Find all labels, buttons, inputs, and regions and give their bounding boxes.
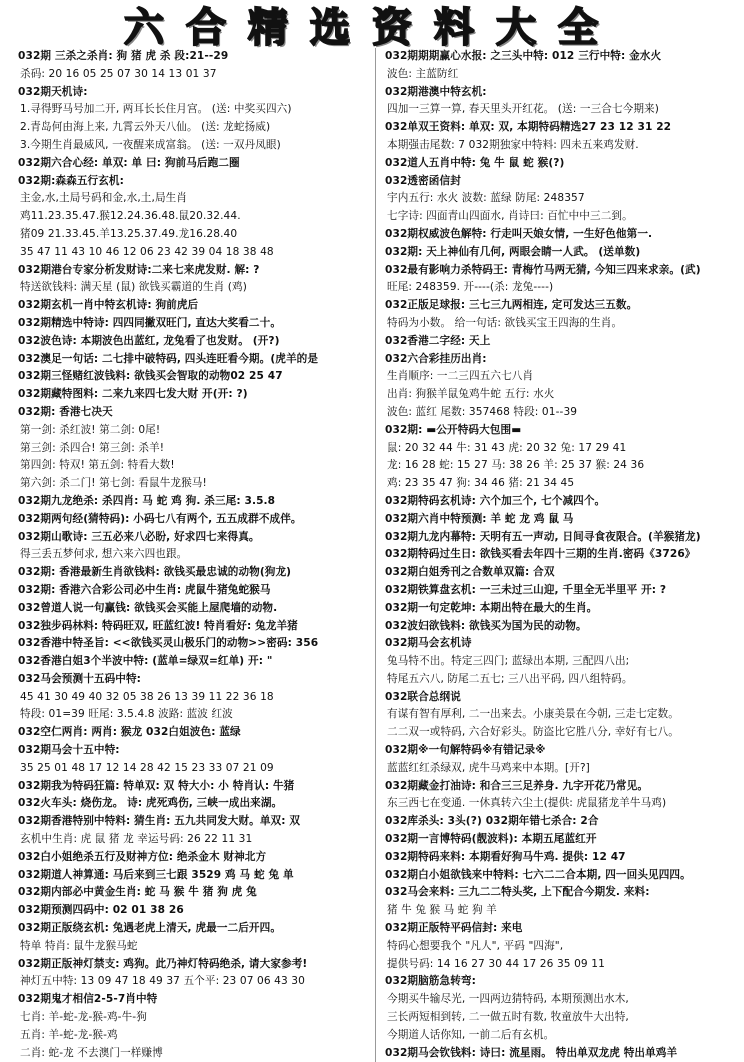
section-text: 提供号码: 14 16 27 30 44 17 26 35 09 11: [387, 957, 605, 970]
section-text: 1.寻得野马号加二开, 两耳长长住月宫。 (送: 中奖买四六): [20, 103, 292, 116]
section-heading: 032期香港特别中特料: 猜生肖: 五九共同发大财。单双: 双: [18, 815, 301, 828]
section-heading: 032香港二字经: 天上: [385, 334, 491, 347]
section-heading: 032期港台专家分析发财诗:二来七来虎发财. 解: ?: [18, 263, 260, 276]
section-text: 得三丢五梦何求, 想六来六四也跟。: [20, 548, 188, 561]
header-bar: [0, 0, 744, 51]
section-heading: 032曾道人说一句赢钱: 欲钱买会买能上屋爬墙的动物.: [18, 601, 278, 614]
section-heading: 032期我为特码狂篇: 特单双: 双 特大小: 小 特肖认: 牛猪: [18, 779, 295, 792]
section-heading: 032白小姐绝杀五行及财神方位: 绝杀金木 财神北方: [18, 850, 267, 863]
section-heading: 032期一言博特码(靓波料): 本期五尾蓝红开: [385, 833, 597, 846]
section-text: 猪 牛 兔 猴 马 蛇 狗 羊: [387, 904, 497, 917]
section-heading: 032期天机诗:: [18, 85, 88, 98]
section-heading: 032期特码来料: 本期看好狗马牛鸡. 提供: 12 47: [385, 850, 626, 863]
section-heading: 032期: 天上神仙有几何, 两眼会睛一人武。 (送单数): [385, 245, 641, 258]
section-heading: 032空仁两肖: 两肖: 猴龙 032白姐波色: 蓝绿: [18, 726, 241, 739]
section-heading: 032期内部必中黄金生肖: 蛇 马 猴 牛 猪 狗 虎 兔: [18, 886, 257, 899]
section-heading: 032期白小姐欲钱来中特料: 七六二二合本期, 四一回头见四四。: [385, 868, 691, 881]
section-text: 五肖: 羊-蛇-龙-猴-鸡: [20, 1028, 118, 1041]
section-heading: 032期: 香港六合彩公司必中生肖: 虎鼠牛猪兔蛇猴马: [18, 583, 271, 596]
section-heading: 032期特码过生日: 欲钱买看去年四十三期的生肖.密码《3726》: [385, 548, 696, 561]
section-heading: 032期山歌诗: 三五必来八必盼, 好求四七来得真。: [18, 530, 260, 543]
section-text: 第四剑: 特双! 第五剑: 特看大数!: [20, 459, 175, 472]
section-text: 有谋有智有厚利, 二一出来去。小康美景在今朝, 三走七定数。: [387, 708, 679, 721]
section-text: 蓝蓝红红杀绿双, 虎牛马鸡来中本期。[开?]: [387, 761, 590, 774]
section-text: 三长两短相到转, 二一做五时有数, 牧童放牛大出特,: [387, 1011, 629, 1024]
section-heading: 032期鬼才相信2-5-7肖中特: [18, 993, 158, 1006]
section-heading: 032单双王资料: 单双: 双, 本期特码精选27 23 12 31 22: [385, 121, 672, 134]
section-text: 今期买牛输尽光, 一四两边猜特码, 本期预测出水木,: [387, 993, 629, 1006]
section-text: 四加一三算一算, 春天里头开红花。 (送: 一三合七今期来): [387, 103, 659, 116]
section-text: 特段: 01=39 旺尾: 3.5.4.8 波路: 蓝波 红波: [20, 708, 233, 721]
section-heading: 032期三怪赌红波钱料: 欲钱买会智取的动物02 25 47: [18, 370, 283, 383]
section-heading: 032期权威波色解特: 行走叫天娘女情, 一生好色他第一.: [385, 227, 653, 240]
section-text: 东三西七在变通. 一休真转六尘土(提供: 虎鼠猪龙羊牛马鸡): [387, 797, 667, 810]
section-heading: 032期: 香港七决天: [18, 405, 113, 418]
section-text: 七字诗: 四面青山四面水, 肖诗曰: 百忙中中三二到。: [387, 210, 633, 223]
section-heading: 032正版足球报: 三七三九两相连, 定可发达三五数。: [385, 299, 638, 312]
section-text: 45 41 30 49 40 32 05 38 26 13 39 11 22 36 18: [20, 690, 274, 703]
section-heading: 032期白姐秀刊之合数单双篇: 合双: [385, 566, 555, 579]
section-text: 特送欲钱料: 满天星 (鼠) 欲钱买霸道的生肖 (鸡): [20, 281, 247, 294]
section-heading: 032期六合心经: 单双: 单 曰: 狗前马后跑二圈: [18, 156, 240, 169]
section-text: 兔马特不出。特定三四门; 蓝绿出本期, 三配四八出;: [387, 655, 630, 668]
section-text: 七肖: 羊-蛇-龙-猴-鸡-牛-狗: [20, 1011, 147, 1024]
section-heading: 032期马会玄机诗: [385, 637, 472, 650]
section-text: 3.今期生肖最威风, 一夜醒来成富翁。 (送: 一双丹凤眼): [20, 138, 281, 151]
section-heading: 032波妇欲钱料: 欲钱买为国为民的动物。: [385, 619, 587, 632]
section-heading: 032期※一句解特码※有错记录※: [385, 744, 546, 757]
section-text: 杀码: 20 16 05 25 07 30 14 13 01 37: [20, 67, 217, 80]
section-heading: 032期道人神算通: 马后来到三七跟 3529 鸡 马 蛇 兔 单: [18, 868, 294, 881]
section-heading: 032澳足一句话: 二七排中破特码, 四头连旺看今期。(虎羊的是: [18, 352, 319, 365]
section-heading: 032期玄机一肖中特玄机诗: 狗前虎后: [18, 299, 199, 312]
section-heading: 032期六肖中特预测: 羊 蛇 龙 鸡 鼠 马: [385, 512, 574, 525]
section-heading: 032最有影响力杀特码王: 青梅竹马两无猜, 今知三四来求亲。(武): [385, 263, 701, 276]
section-heading: 032期马会钦钱料: 诗曰: 流星雨。 特出单双龙虎 特出单鸡羊: [385, 1046, 678, 1059]
section-heading: 032香港中特圣旨: <<欲钱买灵山极乐门的动物>>密码: 356: [18, 637, 319, 650]
section-heading: 032期九龙绝杀: 杀四肖: 马 蛇 鸡 狗. 杀三尾: 3.5.8: [18, 494, 276, 507]
section-text: 旺尾: 248359. 开----(杀: 龙兔----): [387, 281, 554, 294]
section-text: 特码为小数。 给一句话: 欲钱买宝王四海的生肖。: [387, 316, 623, 329]
column-divider: [375, 48, 376, 1062]
section-text: 玄机中生肖: 虎 鼠 猪 龙 幸运号码: 26 22 11 31: [20, 833, 253, 846]
section-text: 二二双一或特码, 六合好彩头。防盗比它胜八分, 幸好有七八。: [387, 726, 679, 739]
section-heading: 032期马会十五中特:: [18, 744, 120, 757]
section-heading: 032期九龙内幕特: 天明有五一声动, 日间寻食夜限合。(羊猴猪龙): [385, 530, 701, 543]
section-heading: 032期特码玄机诗: 六个加三个, 七个减四个。: [385, 494, 606, 507]
section-heading: 032期正版特平码信封: 来电: [385, 922, 523, 935]
page-title: 六合精选资料大全: [124, 3, 620, 51]
section-heading: 032期:森森五行玄机:: [18, 174, 124, 187]
section-text: 波色: 蓝红 尾数: 357468 特段: 01--39: [387, 405, 578, 418]
section-heading: 032道人五肖中特: 兔 牛 鼠 蛇 猴(?): [385, 156, 565, 169]
section-heading: 032库杀头: 3头(?) 032期年错七杀合: 2合: [385, 815, 599, 828]
section-text: 生肖顺序: 一二三四五六七八肖: [387, 370, 534, 383]
section-heading: 032波色诗: 本期波色出蓝红, 龙兔看了也发财。 (开?): [18, 334, 280, 347]
section-text: 今期道人话你知, 一前二后有玄机。: [387, 1028, 555, 1041]
section-heading: 032期 三杀之杀肖: 狗 猪 虎 杀 段:21--29: [18, 50, 229, 62]
right-column: [375, 48, 744, 1062]
section-text: 鸡: 23 35 47 狗: 34 46 猪: 21 34 45: [387, 477, 575, 490]
section-text: 二肖: 蛇-龙 不去澳门一样赚博: [20, 1046, 163, 1059]
section-text: 第三剑: 杀四合! 第三剑: 杀羊!: [20, 441, 165, 454]
section-heading: 032期: ▬公开特码大包围▬: [385, 423, 522, 436]
section-heading: 032期精选中特诗: 四四同撇双旺门, 直达大奖看二十。: [18, 316, 282, 329]
section-text: 2.青岛何由海上来, 九霄云外天八仙。 (送: 龙蛇扬威): [20, 121, 271, 134]
section-heading: 032期: 香港最新生肖欲钱料: 欲钱买最忠诚的动物(狗龙): [18, 566, 292, 579]
section-text: 出肖: 狗猴羊鼠兔鸡牛蛇 五行: 水火: [387, 388, 555, 401]
section-heading: 032期两句经(猜特码): 小码七八有两个, 五五成群不成伴。: [18, 512, 302, 525]
section-text: 宇内五行: 水火 波数: 蓝绿 防尾: 248357: [387, 192, 585, 205]
section-heading: 032期港澳中特玄机:: [385, 85, 487, 98]
section-heading: 032马会来料: 三九二二特头奖, 上下配合今期发. 来料:: [385, 886, 650, 899]
section-text: 第六剑: 杀二门! 第七剑: 看鼠牛龙猴马!: [20, 477, 207, 490]
section-text: 神灯五中特: 13 09 47 18 49 37 五个平: 23 07 06 43 30: [20, 975, 305, 988]
section-heading: 032火车头: 烧伤龙。 诗: 虎死鸡伤, 三峡一成出来湖。: [18, 797, 283, 810]
section-text: 特码心想要我个 "凡人", 平码 "四海",: [387, 939, 564, 952]
section-heading: 032六合彩挂历出肖:: [385, 352, 487, 365]
section-text: 特单 特肖: 鼠牛龙猴马蛇: [20, 939, 138, 952]
section-heading: 032期藏特图料: 二来九来四七发大财 开(开: ?): [18, 388, 248, 401]
section-heading: 032联合总纲说: [385, 690, 461, 703]
section-heading: 032香港白姐3个半波中特: (蓝单=绿双=红单) 开: ": [18, 655, 273, 668]
section-heading: 032期预测四码中: 02 01 38 26: [18, 904, 184, 917]
content-columns: [0, 48, 744, 1062]
section-text: 第一剑: 杀红波! 第二剑: 0尾!: [20, 423, 161, 436]
section-heading: 032期正版神灯禁支: 鸡狗。此乃神灯特码绝杀, 请大家参考!: [18, 957, 308, 970]
section-text: 特尾五六八, 防尾二五七; 三八出平码, 四八组特码。: [387, 672, 633, 685]
section-heading: 032期脑筋急转弯:: [385, 975, 476, 988]
section-heading: 032期一句定乾坤: 本期出特在最大的生肖。: [385, 601, 598, 614]
section-text: 35 25 01 48 17 12 14 28 42 15 23 33 07 21 09: [20, 761, 274, 774]
left-column: [0, 48, 375, 1062]
section-heading: 032期铁算盘玄机: 一三未过三山迎, 千里全无半里平 开: ?: [385, 583, 667, 596]
section-text: 鸡11.23.35.47.猴12.24.36.48.鼠20.32.44.: [20, 210, 241, 223]
section-heading: 032独步码林料: 特码旺双, 旺蓝红波! 特肖看好: 兔龙羊猪: [18, 619, 298, 632]
section-text: 龙: 16 28 蛇: 15 27 马: 38 26 羊: 25 37 猴: 24 36: [387, 459, 645, 472]
section-text: 鼠: 20 32 44 牛: 31 43 虎: 20 32 兔: 17 29 41: [387, 441, 627, 454]
section-heading: 032期藏金打油诗: 和合三三足养身. 九字开花乃常见。: [385, 779, 649, 792]
section-heading: 032期期期赢心水报: 之三头中特: 012 三行中特: 金水火: [385, 50, 662, 62]
section-text: 主金,水,土局号码和金,水,土,局生肖: [20, 192, 188, 205]
section-text: 本期强击尾数: 7 032期独家中特料: 四未五来鸡发财.: [387, 138, 639, 151]
section-text: 35 47 11 43 10 46 12 06 23 42 39 04 18 38 48: [20, 245, 274, 258]
section-text: 波色: 主蓝防红: [387, 67, 459, 80]
section-heading: 032期正版绕玄机: 兔遇老虎上清天, 虎最一二后开四。: [18, 922, 282, 935]
section-heading: 032透密函信封: [385, 174, 461, 187]
section-text: 猪09 21.33.45.羊13.25.37.49.龙16.28.40: [20, 227, 238, 240]
section-heading: 032马会预测十五码中特:: [18, 672, 141, 685]
